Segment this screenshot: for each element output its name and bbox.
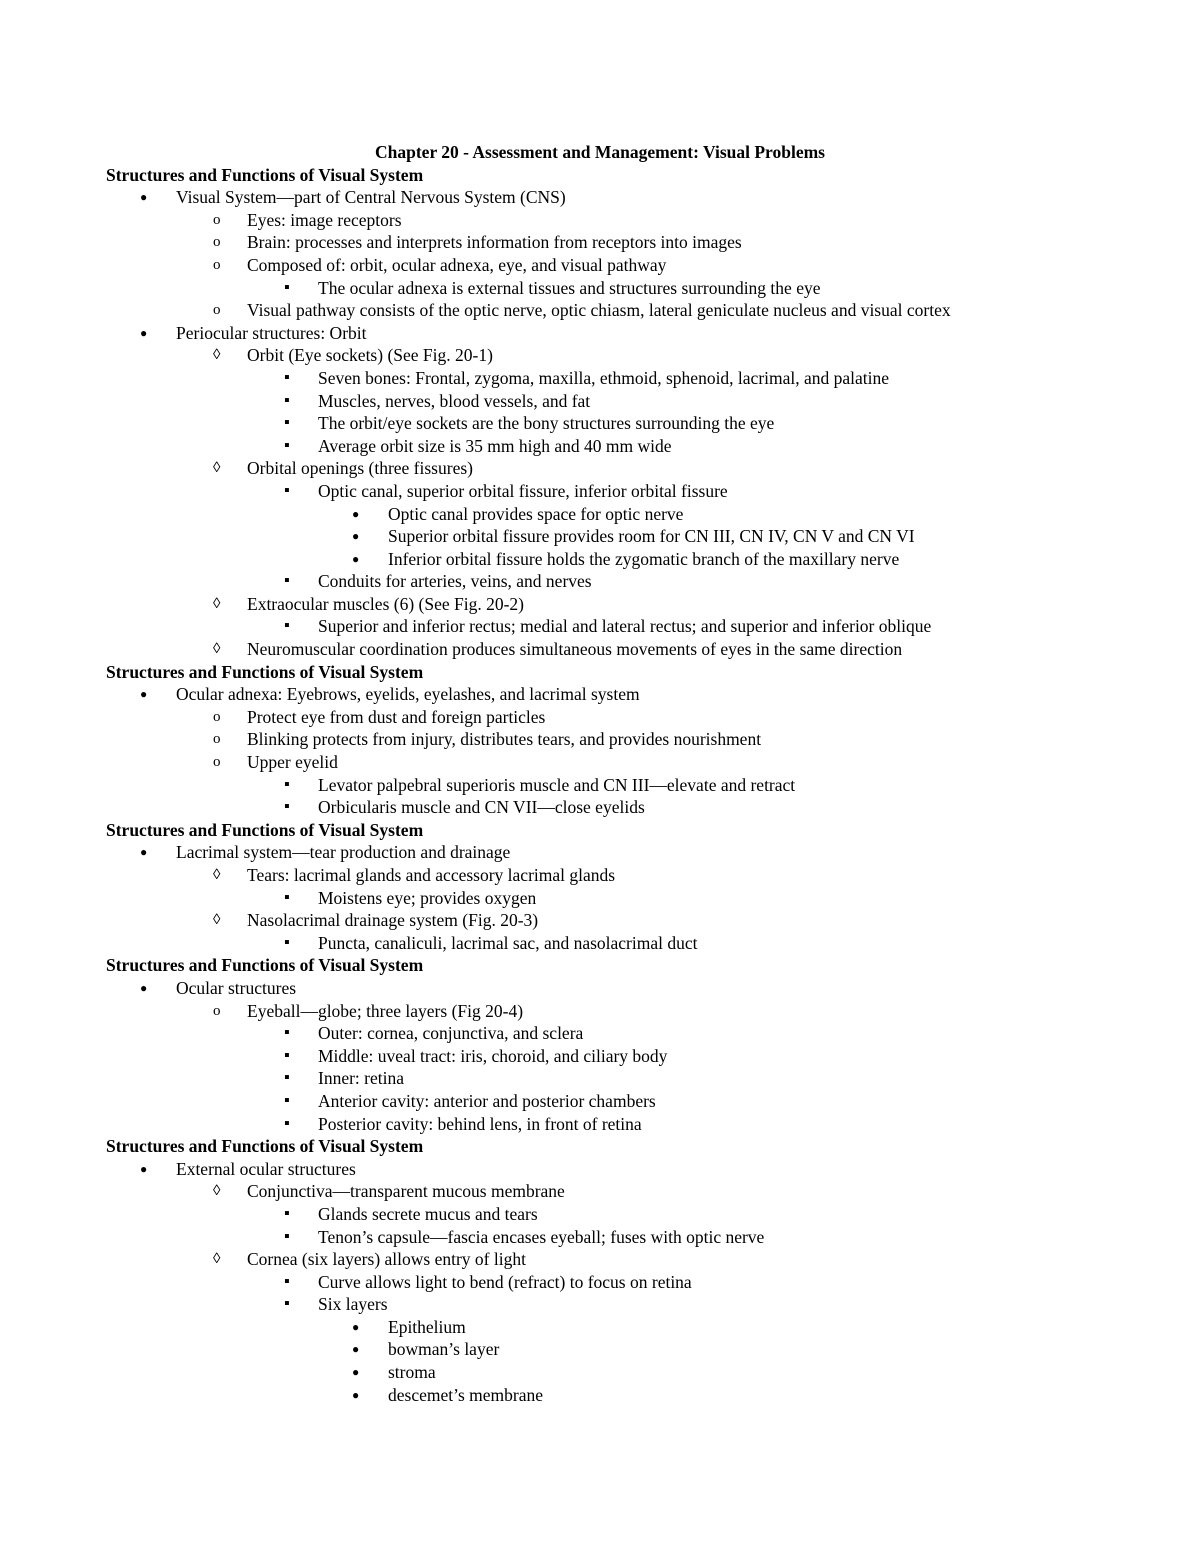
square-bullet-icon xyxy=(284,570,290,594)
dot-bullet-icon xyxy=(352,548,359,571)
list-item-text: Orbicularis muscle and CN VII—close eyelids xyxy=(318,797,645,818)
list-item-text: Eyeball—globe; three layers (Fig 20-4) xyxy=(247,1000,524,1021)
list-item-text: Puncta, canaliculi, lacrimal sac, and nasolacrimal duct xyxy=(318,932,698,953)
square-bullet-icon xyxy=(284,774,290,798)
square-bullet-icon xyxy=(284,1045,290,1069)
list-item-text: Nasolacrimal drainage system (Fig. 20-3) xyxy=(247,910,539,931)
list-item-text: Superior and inferior rectus; medial and lateral rectus; and superior and inferior oblique xyxy=(318,616,932,637)
list-item-text: Inferior orbital fissure holds the zygomatic branch of the maxillary nerve xyxy=(388,548,900,569)
list-item-level-3 xyxy=(0,1113,1200,1136)
list-item-level-4 xyxy=(0,1338,1200,1361)
square-bullet-icon xyxy=(284,887,290,911)
list-item-text: Composed of: orbit, ocular adnexa, eye, and visual pathway xyxy=(247,254,667,275)
square-bullet-icon xyxy=(284,796,290,820)
list-item-text: Moistens eye; provides oxygen xyxy=(318,887,537,908)
square-bullet-icon xyxy=(284,1203,290,1227)
list-item-text: Orbit (Eye sockets) (See Fig. 20-1) xyxy=(247,345,493,366)
list-item-text: Lacrimal system—tear production and drainage xyxy=(176,842,511,863)
list-item-level-2 xyxy=(0,638,1200,661)
list-item-level-2 xyxy=(0,1000,1200,1023)
list-item-text: Levator palpebral superioris muscle and CN III—elevate and retract xyxy=(318,774,796,795)
section-heading: Structures and Functions of Visual System xyxy=(106,1136,424,1157)
dot-bullet-icon xyxy=(352,1361,359,1384)
list-item-text: Brain: processes and interprets information from receptors into images xyxy=(247,232,742,253)
dot-bullet-icon xyxy=(352,525,359,548)
list-item-text: Middle: uveal tract: iris, choroid, and ciliary body xyxy=(318,1045,668,1066)
list-item-level-2 xyxy=(0,728,1200,751)
square-bullet-icon xyxy=(284,1067,290,1091)
list-item-text: Outer: cornea, conjunctiva, and sclera xyxy=(318,1023,584,1044)
list-item-level-2 xyxy=(0,231,1200,254)
list-item-level-3 xyxy=(0,774,1200,797)
list-item-level-2 xyxy=(0,1248,1200,1271)
list-item-text: Visual System—part of Central Nervous System (CNS) xyxy=(176,187,566,208)
list-item-text: Optic canal, superior orbital fissure, inferior orbital fissure xyxy=(318,480,728,501)
list-item-level-3 xyxy=(0,1271,1200,1294)
list-item-level-4 xyxy=(0,1316,1200,1339)
list-item-level-2 xyxy=(0,299,1200,322)
diamond-bullet-icon xyxy=(213,638,220,661)
document-page xyxy=(0,141,1200,1406)
list-item-text: Neuromuscular coordination produces simultaneous movements of eyes in the same direction xyxy=(247,639,903,660)
list-item-level-3 xyxy=(0,1090,1200,1113)
square-bullet-icon xyxy=(284,932,290,956)
list-item-text: Tenon’s capsule—fascia encases eyeball; fuses with optic nerve xyxy=(318,1226,765,1247)
outline-list xyxy=(0,164,1200,1407)
diamond-bullet-icon xyxy=(213,909,220,932)
list-item-level-3 xyxy=(0,1293,1200,1316)
list-item-level-1 xyxy=(0,322,1200,345)
o-bullet-icon xyxy=(213,299,221,322)
dot-bullet-icon xyxy=(140,186,147,209)
dot-bullet-icon xyxy=(140,683,147,706)
o-bullet-icon xyxy=(213,231,221,254)
square-bullet-icon xyxy=(284,435,290,459)
list-item-level-3 xyxy=(0,1045,1200,1068)
list-item-text: Six layers xyxy=(318,1294,388,1315)
list-item-text: The orbit/eye sockets are the bony structures surrounding the eye xyxy=(318,413,775,434)
list-item-level-4 xyxy=(0,548,1200,571)
square-bullet-icon xyxy=(284,367,290,391)
list-item-text: Posterior cavity: behind lens, in front of retina xyxy=(318,1113,642,1134)
square-bullet-icon xyxy=(284,277,290,301)
square-bullet-icon xyxy=(284,1271,290,1295)
list-item-level-3 xyxy=(0,1022,1200,1045)
square-bullet-icon xyxy=(284,1226,290,1250)
list-item-text: Epithelium xyxy=(388,1316,466,1337)
dot-bullet-icon xyxy=(140,322,147,345)
diamond-bullet-icon xyxy=(213,1180,220,1203)
list-item-level-3 xyxy=(0,390,1200,413)
list-item-level-2 xyxy=(0,1180,1200,1203)
list-item-level-1 xyxy=(0,977,1200,1000)
list-item-level-3 xyxy=(0,435,1200,458)
list-item-text: Orbital openings (three fissures) xyxy=(247,458,473,479)
o-bullet-icon xyxy=(213,209,221,232)
list-item-text: Seven bones: Frontal, zygoma, maxilla, ethmoid, sphenoid, lacrimal, and palatine xyxy=(318,367,890,388)
square-bullet-icon xyxy=(284,390,290,414)
list-item-level-4 xyxy=(0,525,1200,548)
dot-bullet-icon xyxy=(140,1158,147,1181)
dot-bullet-icon xyxy=(352,1338,359,1361)
list-item-level-2 xyxy=(0,706,1200,729)
list-item-level-1 xyxy=(0,683,1200,706)
list-item-level-3 xyxy=(0,277,1200,300)
o-bullet-icon xyxy=(213,1000,221,1023)
list-item-level-3 xyxy=(0,1067,1200,1090)
section-heading: Structures and Functions of Visual System xyxy=(106,164,424,185)
list-item-text: Visual pathway consists of the optic nerve, optic chiasm, lateral geniculate nucleus and visual cortex xyxy=(247,300,951,321)
list-item-level-3 xyxy=(0,1203,1200,1226)
list-item-level-3 xyxy=(0,615,1200,638)
dot-bullet-icon xyxy=(352,503,359,526)
list-item-text: Cornea (six layers) allows entry of light xyxy=(247,1249,526,1270)
list-item-level-2 xyxy=(0,457,1200,480)
section-heading: Structures and Functions of Visual System xyxy=(106,661,424,682)
list-item-text: Conduits for arteries, veins, and nerves xyxy=(318,571,592,592)
list-item-level-2 xyxy=(0,909,1200,932)
o-bullet-icon xyxy=(213,706,221,729)
list-item-text: Inner: retina xyxy=(318,1068,404,1089)
diamond-bullet-icon xyxy=(213,1248,220,1271)
list-item-level-3 xyxy=(0,796,1200,819)
list-item-text: Periocular structures: Orbit xyxy=(176,322,367,343)
list-item-text: Protect eye from dust and foreign particles xyxy=(247,706,546,727)
diamond-bullet-icon xyxy=(213,344,220,367)
section-heading: Structures and Functions of Visual System xyxy=(106,955,424,976)
list-item-text: Tears: lacrimal glands and accessory lacrimal glands xyxy=(247,865,616,885)
list-item-level-1 xyxy=(0,841,1200,864)
page-title: Chapter 20 - Assessment and Management: Visual Problems xyxy=(375,142,825,162)
diamond-bullet-icon xyxy=(213,864,220,887)
square-bullet-icon xyxy=(284,1113,290,1137)
square-bullet-icon xyxy=(284,1293,290,1317)
list-item-level-2 xyxy=(0,593,1200,616)
diamond-bullet-icon xyxy=(213,593,220,616)
list-item-level-3 xyxy=(0,570,1200,593)
square-bullet-icon xyxy=(284,412,290,436)
list-item-level-1 xyxy=(0,186,1200,209)
list-item-text: Curve allows light to bend (refract) to focus on retina xyxy=(318,1271,692,1292)
list-item-text: Superior orbital fissure provides room for CN III, CN IV, CN V and CN VI xyxy=(388,526,915,547)
dot-bullet-icon xyxy=(352,1384,359,1407)
square-bullet-icon xyxy=(284,480,290,504)
dot-bullet-icon xyxy=(352,1316,359,1339)
list-item-level-2 xyxy=(0,209,1200,232)
list-item-text: Extraocular muscles (6) (See Fig. 20-2) xyxy=(247,593,525,614)
list-item-level-2 xyxy=(0,864,1200,887)
section-heading: Structures and Functions of Visual System xyxy=(106,819,424,840)
list-item-text: Average orbit size is 35 mm high and 40 mm wide xyxy=(318,435,672,456)
list-item-text: The ocular adnexa is external tissues and structures surrounding the eye xyxy=(318,277,821,298)
list-item-text: descemet’s membrane xyxy=(388,1384,544,1405)
square-bullet-icon xyxy=(284,615,290,639)
dot-bullet-icon xyxy=(140,841,147,864)
list-item-level-3 xyxy=(0,887,1200,910)
list-item-level-2 xyxy=(0,254,1200,277)
list-item-text: bowman’s layer xyxy=(388,1339,500,1360)
list-item-level-3 xyxy=(0,1226,1200,1249)
list-item-text: Anterior cavity: anterior and posterior chambers xyxy=(318,1090,656,1111)
list-item-text: External ocular structures xyxy=(176,1158,356,1179)
list-item-level-3 xyxy=(0,932,1200,955)
list-item-text: stroma xyxy=(388,1362,436,1383)
o-bullet-icon xyxy=(213,728,221,751)
list-item-level-2 xyxy=(0,344,1200,367)
square-bullet-icon xyxy=(284,1090,290,1114)
o-bullet-icon xyxy=(213,751,221,774)
list-item-text: Conjunctiva—transparent mucous membrane xyxy=(247,1181,565,1202)
list-item-level-2 xyxy=(0,751,1200,774)
list-item-text: Ocular structures xyxy=(176,977,297,998)
list-item-level-4 xyxy=(0,1384,1200,1407)
list-item-level-3 xyxy=(0,412,1200,435)
list-item-text: Ocular adnexa: Eyebrows, eyelids, eyelashes, and lacrimal system xyxy=(176,684,640,705)
list-item-text: Optic canal provides space for optic nerve xyxy=(388,503,684,524)
list-item-text: Eyes: image receptors xyxy=(247,209,402,230)
list-item-text: Glands secrete mucus and tears xyxy=(318,1203,538,1224)
dot-bullet-icon xyxy=(140,977,147,1000)
list-item-text: Upper eyelid xyxy=(247,752,338,773)
list-item-text: Muscles, nerves, blood vessels, and fat xyxy=(318,390,591,411)
list-item-level-1 xyxy=(0,1158,1200,1181)
list-item-level-3 xyxy=(0,480,1200,503)
square-bullet-icon xyxy=(284,1022,290,1046)
list-item-level-4 xyxy=(0,1361,1200,1384)
list-item-level-3 xyxy=(0,367,1200,390)
list-item-level-4 xyxy=(0,503,1200,526)
diamond-bullet-icon xyxy=(213,457,220,480)
list-item-text: Blinking protects from injury, distributes tears, and provides nourishment xyxy=(247,729,762,750)
o-bullet-icon xyxy=(213,254,221,277)
